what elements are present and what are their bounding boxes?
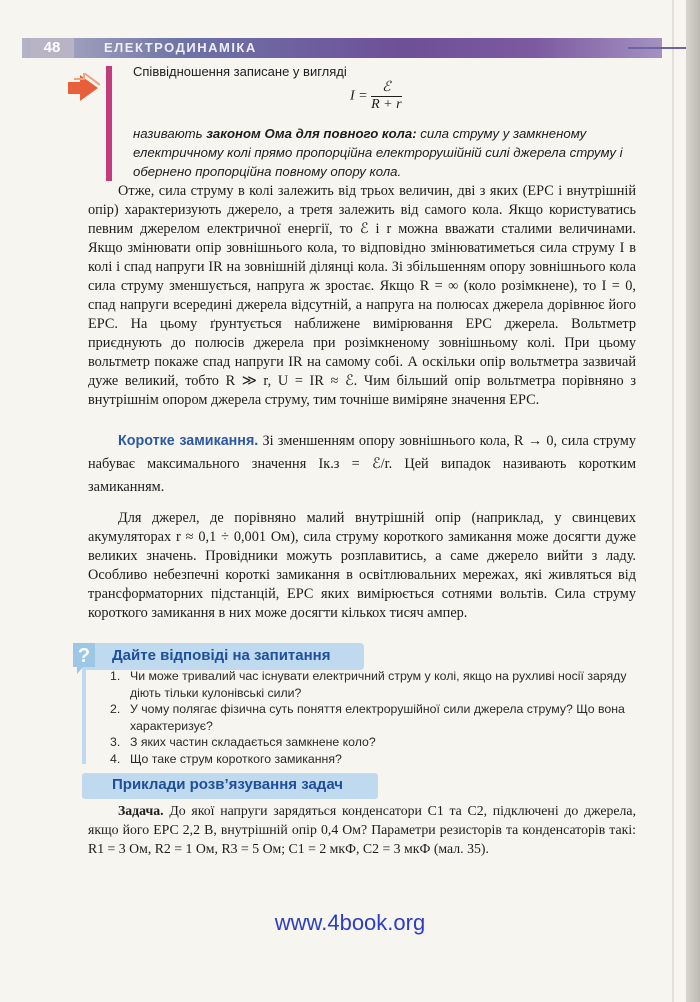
definition-prefix: називають <box>133 126 207 141</box>
page-edge <box>686 0 700 1002</box>
ohm-law-formula <box>350 80 402 113</box>
paragraph-sources: Для джерел, де порівняно малий внутрішній опір (наприклад, у свинцевих акумуляторах r ≈ 0,1 ÷ 0,001 Ом), сила струму короткого замикання може досягти дуже великих значень. Провідники можуть розплавитись, а саме джерело вийти з ладу. Особливо небезпечні короткі замикання в освітлювальних мережах, які живляться від трансформаторних підстанцій, ЕРС яких вимірюється сотнями вольтів. Сила струму короткого замикання в них може досягти кількох тисяч ампер. <box>88 510 636 621</box>
question-item: 1. Чи може тривалий час існувати електричний струм у колі, якщо на рухливі носії заряду діють тільки кулонівські сили? <box>110 669 627 700</box>
definition-text <box>133 124 653 181</box>
question-item: 3. З яких частин складається замкнене коло? <box>110 735 376 749</box>
svg-text:?: ? <box>77 645 91 667</box>
header-accent-line <box>628 47 686 49</box>
page-number: 48 <box>30 38 74 58</box>
formula-fraction <box>371 80 401 113</box>
task-paragraph <box>88 801 636 858</box>
definition-bar <box>106 66 112 181</box>
formula-lhs: I = <box>350 88 368 104</box>
paragraph-circuit-dependence: Отже, сила струму в колі залежить від трьох величин, дві з яких (ЕРС і внутрішній опір) характеризують джерело, а третя залежить від самого кола. Якщо користуватись певним джерелом електричної енергії, то ℰ і r можна вважати сталими величинами. Якщо змінювати опір зовнішнього кола, то відповідно змінюватиметься сила струму I в колі і спад напруги IR на зовнішній ділянці кола. Зі збільшенням опору зовнішнього кола сила струму зменшується, напруга ж зростає. Якщо R = ∞ (коло розімкнене), то I = 0, спад напруги всередині джерела відсутній, а напруга на полюсах джерела дорівнює його ЕРС. На цьому ґрунтується наближене вимірювання ЕРС джерела. Вольтметр приєднують до полюсів джерела при розімкненому зовнішньому колі. При цьому вольтметр покаже спад напруги IR на самому собі. А оскільки опір вольтметра зазвичай дуже великий, тобто R ≫ r, U = IR ≈ ℰ. Чим більший опір вольтметра порівняно з внутрішнім опором джерела струму, тим точніше виміряне значення ЕРС. <box>88 183 636 408</box>
questions-side-bar <box>82 668 86 764</box>
questions-title: Дайте відповіді на запитання <box>112 647 331 664</box>
definition-body: сила струму у замкненому електричному колі прямо пропорційна електрорушійній силі джерела струму і обернено пропорційна повному опору кола. <box>133 126 623 179</box>
short-circuit-text: Зі зменшенням опору зовнішнього кола, R → 0, сила струму набуває максимального значення Iк.з = ℰ/r. Цей випадок називають коротким замиканням. <box>88 433 636 495</box>
task-text: До якої напруги зарядяться конденсатори C1 та C2, підключені до джерела, якщо його ЕРС 2,2 В, внутрішній опір 0,4 Ом? Параметри резисторів та конденсаторів такі: R1 = 3 Ом, R2 = 1 Ом, R3 = 5 Ом; C1 = 2 мкФ, C2 = 3 мкФ (мал. 35). <box>88 803 636 856</box>
paragraph-short-circuit <box>88 430 636 499</box>
section-title: ЕЛЕКТРОДИНАМІКА <box>104 40 257 55</box>
page-fold <box>672 0 674 1002</box>
formula-denominator: R + r <box>371 97 402 112</box>
examples-title: Приклади розв’язування задач <box>112 776 343 793</box>
definition-term: законом Ома для повного кола: <box>206 126 417 141</box>
pointer-arrow-icon <box>66 73 100 103</box>
questions-list <box>110 668 630 767</box>
short-circuit-heading: Коротке замикання. <box>118 433 259 449</box>
task-label: Задача. <box>118 803 164 818</box>
formula-numerator: ℰ <box>371 80 401 97</box>
question-item: 2. У чому полягає фізична суть поняття електрорушійної сили джерела струму? Що вона характеризує? <box>110 702 625 733</box>
watermark: www.4book.org <box>274 910 426 935</box>
definition-intro: Співвідношення записане у вигляді <box>133 64 347 79</box>
question-item: 4. Що таке струм короткого замикання? <box>110 751 342 766</box>
